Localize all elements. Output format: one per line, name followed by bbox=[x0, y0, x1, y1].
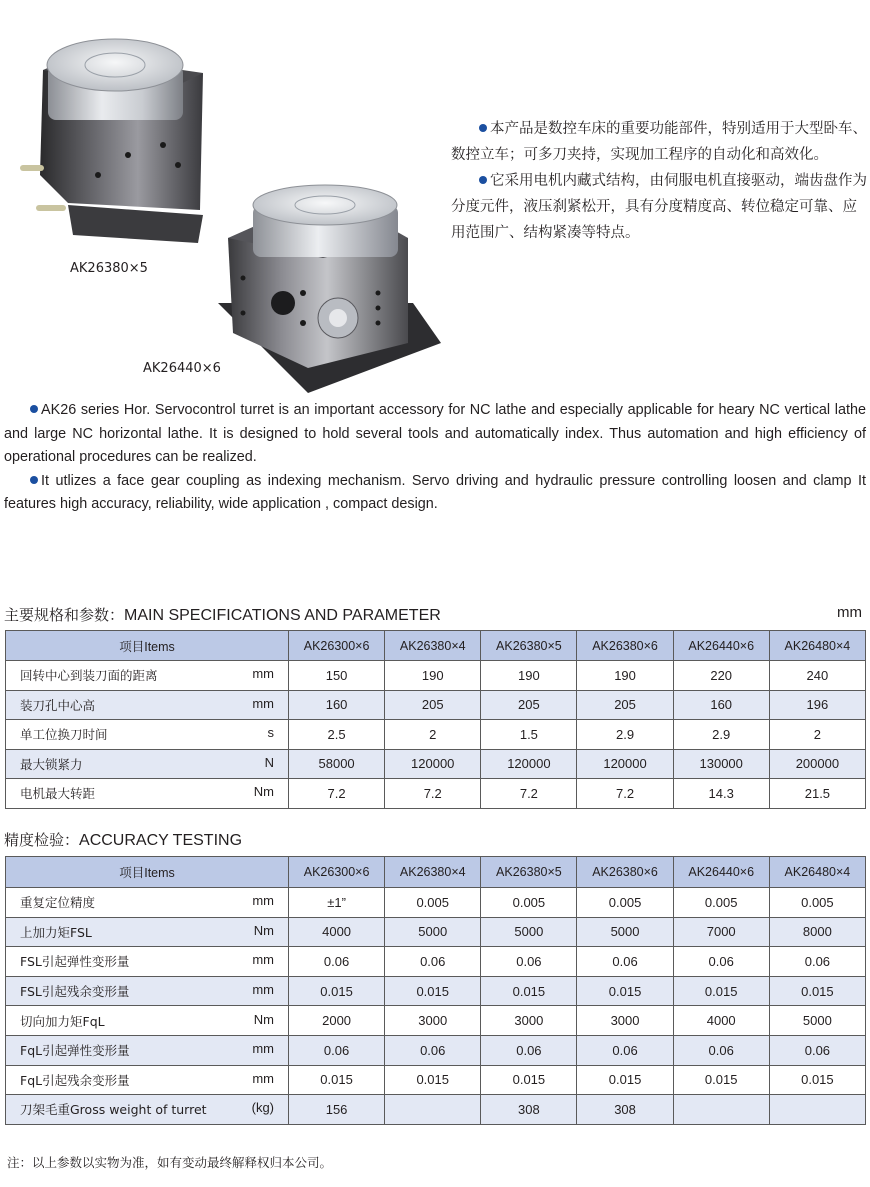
value-cell: 7000 bbox=[673, 917, 769, 947]
table-row bbox=[6, 749, 866, 779]
row-label: 单工位换刀时间 bbox=[20, 727, 108, 743]
value-cell: 0.005 bbox=[577, 888, 673, 918]
header-model: AK26380×4 bbox=[385, 631, 481, 661]
value-cell: 220 bbox=[673, 661, 769, 691]
header-model: AK26440×6 bbox=[673, 631, 769, 661]
value-cell: 0.005 bbox=[673, 888, 769, 918]
row-label: 上加力矩FSL bbox=[20, 924, 92, 940]
row-unit: Nm bbox=[253, 1011, 274, 1027]
value-cell: 190 bbox=[481, 661, 577, 691]
value-cell: 2000 bbox=[289, 1006, 385, 1036]
value-cell: 0.015 bbox=[481, 976, 577, 1006]
cn-paragraph-1: 本产品是数控车床的重要功能部件，特别适用于大型卧车、数控立车；可多刀夹持，实现加工程序的自动化和高效化。 bbox=[451, 121, 867, 163]
value-cell: 2 bbox=[769, 720, 865, 750]
header-model: AK26300×6 bbox=[289, 857, 385, 888]
value-cell: 0.06 bbox=[769, 1035, 865, 1065]
row-label: 最大锁紧力 bbox=[20, 756, 83, 772]
header-model: AK26380×6 bbox=[577, 631, 673, 661]
table-row bbox=[6, 1065, 866, 1095]
value-cell: 200000 bbox=[769, 749, 865, 779]
value-cell: 2.9 bbox=[673, 720, 769, 750]
value-cell: 190 bbox=[385, 661, 481, 691]
value-cell: 160 bbox=[289, 690, 385, 720]
row-label: 装刀孔中心高 bbox=[20, 697, 96, 713]
value-cell: 5000 bbox=[481, 917, 577, 947]
row-label: FqL引起残余变形量 bbox=[20, 1072, 130, 1088]
value-cell: 2.9 bbox=[577, 720, 673, 750]
row-label-cell bbox=[6, 749, 289, 779]
header-model: AK26480×4 bbox=[769, 631, 865, 661]
row-label-cell bbox=[6, 1095, 289, 1125]
value-cell: 0.06 bbox=[769, 947, 865, 977]
value-cell: 308 bbox=[481, 1095, 577, 1125]
value-cell bbox=[385, 1095, 481, 1125]
row-unit: mm bbox=[252, 893, 274, 909]
table-row bbox=[6, 661, 866, 691]
row-label-cell bbox=[6, 976, 289, 1006]
value-cell: 0.06 bbox=[673, 947, 769, 977]
value-cell: 8000 bbox=[769, 917, 865, 947]
row-unit: s bbox=[267, 725, 274, 741]
value-cell: 130000 bbox=[673, 749, 769, 779]
bullet-icon bbox=[479, 176, 487, 184]
row-label-cell bbox=[6, 917, 289, 947]
row-label-cell bbox=[6, 661, 289, 691]
value-cell: 0.015 bbox=[289, 976, 385, 1006]
row-label-cell bbox=[6, 720, 289, 750]
footnote: 注：以上参数以实物为准，如有变动最终解释权归本公司。 bbox=[7, 1155, 333, 1170]
row-label-cell bbox=[6, 1035, 289, 1065]
table-row bbox=[6, 690, 866, 720]
value-cell: 0.06 bbox=[289, 1035, 385, 1065]
value-cell: 4000 bbox=[673, 1006, 769, 1036]
row-unit: mm bbox=[252, 695, 274, 711]
value-cell: 0.015 bbox=[289, 1065, 385, 1095]
value-cell bbox=[673, 1095, 769, 1125]
value-cell: ±1” bbox=[289, 888, 385, 918]
value-cell: 0.06 bbox=[289, 947, 385, 977]
value-cell: 3000 bbox=[481, 1006, 577, 1036]
turret-photo-ak26440x6 bbox=[213, 183, 441, 395]
value-cell: 205 bbox=[481, 690, 577, 720]
value-cell: 7.2 bbox=[481, 779, 577, 809]
row-label: 电机最大转距 bbox=[20, 786, 96, 802]
value-cell: 0.015 bbox=[481, 1065, 577, 1095]
row-label: 切向加力矩FqL bbox=[20, 1013, 105, 1029]
row-label: FqL引起弹性变形量 bbox=[20, 1043, 130, 1059]
row-label: FSL引起残余变形量 bbox=[20, 984, 130, 1000]
header-model: AK26380×5 bbox=[481, 631, 577, 661]
row-unit: mm bbox=[252, 666, 274, 682]
header-model: AK26380×5 bbox=[481, 857, 577, 888]
photo-caption-1: AK26380×5 bbox=[70, 261, 148, 276]
value-cell: 205 bbox=[385, 690, 481, 720]
value-cell: 0.015 bbox=[577, 976, 673, 1006]
en-paragraph-2: It utlizes a face gear coupling as indexing mechanism. Servo driving and hydraulic pressure controlling loosen and clamp It features high accuracy, reliability, wide application , compact design. bbox=[4, 472, 866, 512]
value-cell: 120000 bbox=[481, 749, 577, 779]
row-label: 重复定位精度 bbox=[20, 895, 96, 911]
value-cell: 0.06 bbox=[385, 947, 481, 977]
value-cell: 2.5 bbox=[289, 720, 385, 750]
spec-table bbox=[5, 630, 866, 809]
row-label-cell bbox=[6, 888, 289, 918]
en-introduction bbox=[4, 399, 866, 517]
value-cell: 5000 bbox=[577, 917, 673, 947]
value-cell bbox=[769, 1095, 865, 1125]
value-cell: 0.015 bbox=[673, 1065, 769, 1095]
value-cell: 0.06 bbox=[385, 1035, 481, 1065]
value-cell: 0.06 bbox=[481, 1035, 577, 1065]
header-model: AK26480×4 bbox=[769, 857, 865, 888]
accuracy-header-row bbox=[6, 857, 866, 888]
table-row bbox=[6, 1035, 866, 1065]
value-cell: 0.005 bbox=[769, 888, 865, 918]
cn-introduction bbox=[451, 116, 869, 246]
value-cell: 150 bbox=[289, 661, 385, 691]
cn-paragraph-2: 它采用电机内藏式结构，由伺服电机直接驱动，端齿盘作为分度元件，液压刹紧松开，具有分度精度高、转位稳定可靠、应用范围广、结构紧凑等特点。 bbox=[451, 173, 867, 241]
value-cell: 120000 bbox=[577, 749, 673, 779]
table-row bbox=[6, 976, 866, 1006]
value-cell: 58000 bbox=[289, 749, 385, 779]
table-row bbox=[6, 720, 866, 750]
row-unit: mm bbox=[252, 952, 274, 968]
row-label-cell bbox=[6, 690, 289, 720]
value-cell: 196 bbox=[769, 690, 865, 720]
value-cell: 0.06 bbox=[673, 1035, 769, 1065]
row-unit: mm bbox=[252, 1041, 274, 1057]
value-cell: 308 bbox=[577, 1095, 673, 1125]
row-unit: mm bbox=[252, 982, 274, 998]
value-cell: 0.015 bbox=[769, 976, 865, 1006]
value-cell: 14.3 bbox=[673, 779, 769, 809]
table-row bbox=[6, 947, 866, 977]
bullet-icon bbox=[30, 476, 38, 484]
table-row bbox=[6, 1006, 866, 1036]
value-cell: 21.5 bbox=[769, 779, 865, 809]
row-unit: Nm bbox=[253, 922, 274, 938]
row-label: FSL引起弹性变形量 bbox=[20, 954, 130, 970]
row-unit: mm bbox=[252, 1070, 274, 1086]
table-row bbox=[6, 1095, 866, 1125]
spec-header-row bbox=[6, 631, 866, 661]
value-cell: 1.5 bbox=[481, 720, 577, 750]
value-cell: 120000 bbox=[385, 749, 481, 779]
photo-caption-2: AK26440×6 bbox=[143, 361, 221, 376]
value-cell: 4000 bbox=[289, 917, 385, 947]
value-cell: 7.2 bbox=[289, 779, 385, 809]
bullet-icon bbox=[479, 124, 487, 132]
value-cell: 0.015 bbox=[385, 1065, 481, 1095]
value-cell: 5000 bbox=[769, 1006, 865, 1036]
row-label-cell bbox=[6, 1065, 289, 1095]
row-unit: N bbox=[264, 754, 274, 770]
value-cell: 5000 bbox=[385, 917, 481, 947]
row-unit: (kg) bbox=[251, 1100, 274, 1116]
table-row bbox=[6, 917, 866, 947]
row-label-cell bbox=[6, 1006, 289, 1036]
value-cell: 160 bbox=[673, 690, 769, 720]
value-cell: 7.2 bbox=[385, 779, 481, 809]
value-cell: 0.06 bbox=[481, 947, 577, 977]
spec-section-title: 主要规格和参数：MAIN SPECIFICATIONS AND PARAMETER bbox=[4, 606, 441, 624]
value-cell: 0.005 bbox=[385, 888, 481, 918]
header-model: AK26300×6 bbox=[289, 631, 385, 661]
header-model: AK26440×6 bbox=[673, 857, 769, 888]
bullet-icon bbox=[30, 405, 38, 413]
value-cell: 156 bbox=[289, 1095, 385, 1125]
table-row bbox=[6, 888, 866, 918]
value-cell: 0.015 bbox=[577, 1065, 673, 1095]
en-paragraph-1: AK26 series Hor. Servocontrol turret is an important accessory for NC lathe and especially applicable for heary NC vertical lathe and large NC horizontal lathe. It is designed to hold several tools and automatically index. Thus automation and high efficiency of operational procedures can be realized. bbox=[4, 402, 866, 465]
row-label: 回转中心到装刀面的距离 bbox=[20, 668, 158, 684]
value-cell: 2 bbox=[385, 720, 481, 750]
row-label-cell bbox=[6, 947, 289, 977]
value-cell: 0.06 bbox=[577, 1035, 673, 1065]
accuracy-section-title: 精度检验：ACCURACY TESTING bbox=[4, 831, 243, 849]
value-cell: 0.005 bbox=[481, 888, 577, 918]
value-cell: 205 bbox=[577, 690, 673, 720]
value-cell: 7.2 bbox=[577, 779, 673, 809]
value-cell: 240 bbox=[769, 661, 865, 691]
value-cell: 0.015 bbox=[769, 1065, 865, 1095]
row-label: 刀架毛重Gross weight of turret bbox=[20, 1102, 207, 1118]
accuracy-table bbox=[5, 856, 866, 1125]
value-cell: 0.06 bbox=[577, 947, 673, 977]
header-items: 项目Items bbox=[6, 631, 289, 661]
turret-photo-ak26380x5 bbox=[18, 25, 208, 250]
value-cell: 0.015 bbox=[673, 976, 769, 1006]
spec-unit-label: mm bbox=[837, 604, 862, 621]
value-cell: 3000 bbox=[385, 1006, 481, 1036]
table-row bbox=[6, 779, 866, 809]
row-unit: Nm bbox=[253, 784, 274, 800]
header-model: AK26380×6 bbox=[577, 857, 673, 888]
row-label-cell bbox=[6, 779, 289, 809]
header-items: 项目Items bbox=[6, 857, 289, 888]
header-model: AK26380×4 bbox=[385, 857, 481, 888]
value-cell: 0.015 bbox=[385, 976, 481, 1006]
value-cell: 190 bbox=[577, 661, 673, 691]
value-cell: 3000 bbox=[577, 1006, 673, 1036]
